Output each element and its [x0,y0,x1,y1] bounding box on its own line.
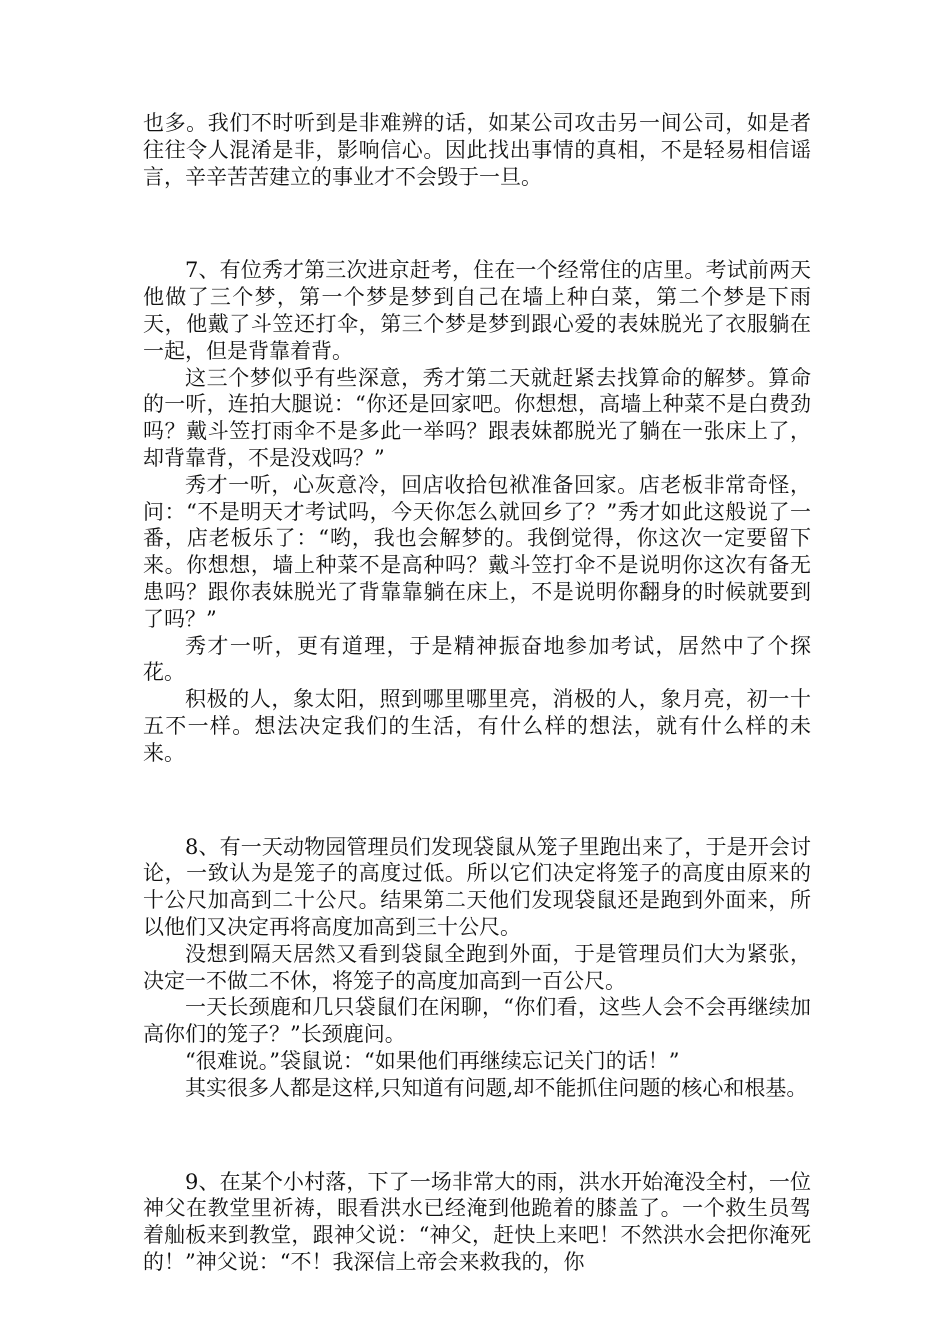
section-story-9 [143,1169,811,1276]
section-gap [143,190,811,257]
section-story-7 [143,257,811,766]
paragraph: 也多。我们不时听到是非难辨的话，如某公司攻击另一间公司，如是者往往令人混淆是非，影响信心。因此找出事情的真相，不是轻易相信谣言，辛辛苦苦建立的事业才不会毁于一旦。 [143,111,811,189]
paragraph: 秀才一听，更有道理，于是精神振奋地参加考试，居然中了个探花。 [143,633,811,685]
paragraph: 秀才一听，心灰意冷，回店收拾包袱准备回家。店老板非常奇怪，问：“不是明天才考试吗，今天你怎么就回乡了？”秀才如此这般说了一番，店老板乐了：“哟，我也会解梦的。我倒觉得，你这次一定要留下来。你想想，墙上种菜不是高种吗？戴斗笠打伞不是说明你这次有备无患吗？跟你表妹脱光了背靠靠躺在床上，不是说明你翻身的时候就要到了吗？” [143,472,811,631]
section-gap [143,1102,811,1169]
paragraph: 9、在某个小村落，下了一场非常大的雨，洪水开始淹没全村，一位神父在教堂里祈祷，眼看洪水已经淹到他跪着的膝盖了。一个救生员驾着舢板来到教堂，跟神父说：“神父，赶快上来吧！不然洪水会把你淹死的！”神父说：“不！我深信上帝会来救我的，你 [143,1169,811,1274]
paragraph: 积极的人，象太阳，照到哪里哪里亮，消极的人，象月亮，初一十五不一样。想法决定我们的生活，有什么样的想法，就有什么样的未来。 [143,687,811,765]
paragraph: 8、有一天动物园管理员们发现袋鼠从笼子里跑出来了，于是开会讨论，一致认为是笼子的高度过低。所以它们决定将笼子的高度由原来的十公尺加高到二十公尺。结果第二天他们发现袋鼠还是跑到外面来，所以他们又决定再将高度加高到三十公尺。 [143,834,811,939]
section-continuation [143,110,811,190]
paragraph: “很难说。”袋鼠说：“如果他们再继续忘记关门的话！” [185,1048,680,1073]
paragraph: 没想到隔天居然又看到袋鼠全跑到外面，于是管理员们大为紧张，决定一不做二不休，将笼子的高度加高到一百公尺。 [143,941,811,993]
document-page [143,110,811,1276]
paragraph: 一天长颈鹿和几只袋鼠们在闲聊，“你们看，这些人会不会再继续加高你们的笼子？”长颈鹿问。 [143,995,811,1047]
section-gap [143,767,811,834]
paragraph: 这三个梦似乎有些深意，秀才第二天就赶紧去找算命的解梦。算命的一听，连拍大腿说：“你还是回家吧。你想想，高墙上种菜不是白费劲吗？戴斗笠打雨伞不是多此一举吗？跟表妹都脱光了躺在一张床上了，却背靠背，不是没戏吗？” [143,365,811,470]
paragraph: 7、有位秀才第三次进京赶考，住在一个经常住的店里。考试前两天他做了三个梦，第一个梦是梦到自己在墙上种白菜，第二个梦是下雨天，他戴了斗笠还打伞，第三个梦是梦到跟心爱的表妹脱光了衣服躺在一起，但是背靠着背。 [143,258,811,363]
paragraph: 其实很多人都是这样,只知道有问题,却不能抓住问题的核心和根基。 [185,1075,808,1100]
section-story-8 [143,834,811,1102]
